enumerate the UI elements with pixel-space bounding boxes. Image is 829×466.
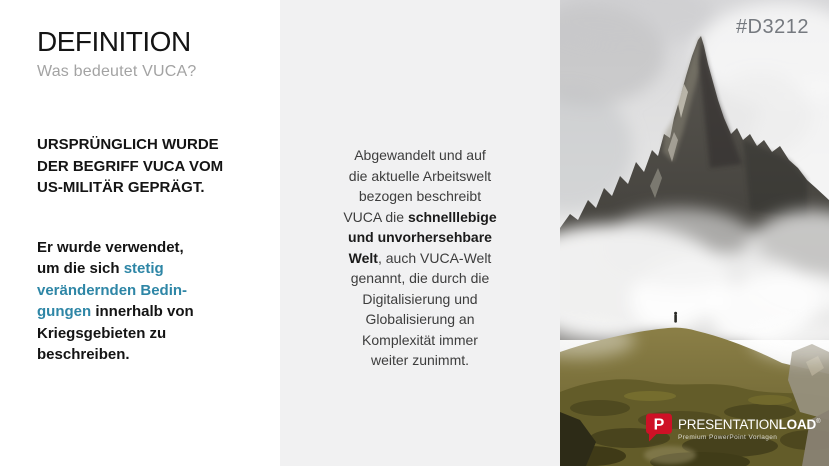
vuca-description: Abgewandelt und auf die aktuelle Arbeitswelt bezogen beschreibt VUCA die schnelllebige und unvorhersehbare Welt, auch VUCA-Welt genannt, die durch die Digitalisierung und Globalisierung an Komplexität immer weiter zunimmt. xyxy=(343,147,497,368)
presentationload-logo xyxy=(646,413,820,442)
usage-line: gungen innerhalb von xyxy=(37,303,194,321)
brand-name: PRESENTATIONLOAD® xyxy=(678,417,821,432)
presentationload-p-icon xyxy=(646,413,673,442)
page-subtitle: Was bedeutet VUCA? xyxy=(37,63,197,81)
middle-panel xyxy=(280,0,560,466)
highlighted-text: stetig xyxy=(123,260,164,278)
registered-mark: ® xyxy=(816,419,821,425)
origin-statement xyxy=(37,134,257,199)
mountain-scene-illustration xyxy=(560,0,829,466)
highlighted-text: gungen xyxy=(37,303,96,321)
mountain-photo xyxy=(560,0,829,466)
origin-line: DER BEGRIFF VUCA VOM xyxy=(37,157,224,175)
svg-text:P: P xyxy=(653,416,665,434)
slide-code: #D3212 xyxy=(735,16,809,38)
brand-tagline: Premium PowerPoint Vorlagen xyxy=(678,434,778,441)
highlighted-text: verändernden Bedin- xyxy=(37,281,188,299)
hiker-silhouette xyxy=(674,312,677,323)
usage-line: Kriegsgebieten zu xyxy=(37,324,167,342)
origin-line: US-MILITÄR GEPRÄGT. xyxy=(37,179,205,197)
usage-statement xyxy=(37,237,257,366)
logo-text xyxy=(678,413,820,441)
usage-line: um die sich stetig xyxy=(37,260,164,278)
bold-text: und unvorhersehbare xyxy=(348,229,492,245)
usage-line: Er wurde verwendet, xyxy=(37,238,184,256)
usage-line xyxy=(37,280,257,302)
usage-line: beschreiben. xyxy=(37,346,130,364)
origin-line: URSPRÜNGLICH WURDE xyxy=(37,136,219,154)
page-title: DEFINITION xyxy=(37,26,191,57)
bold-text: schnelllebige xyxy=(407,208,497,225)
bold-text: Welt xyxy=(348,249,378,266)
left-panel xyxy=(0,0,280,466)
